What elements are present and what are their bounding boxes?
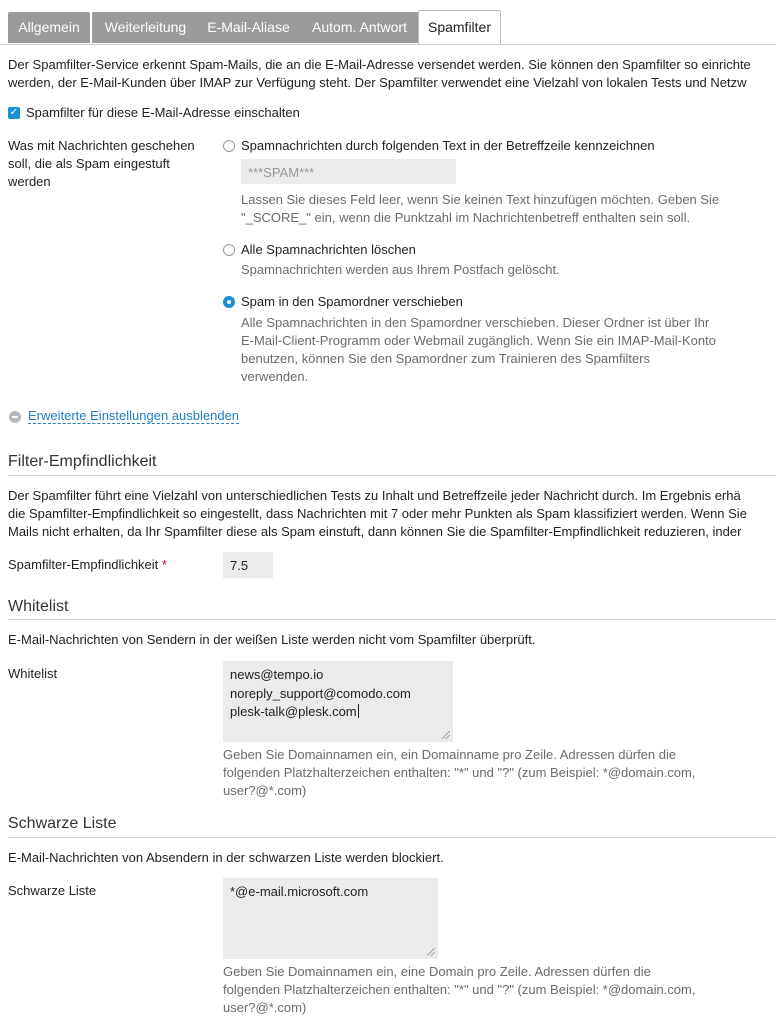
blacklist-hint-line-1: Geben Sie Domainnamen ein, eine Domain pro Zeile. Adressen dürfen die	[223, 964, 651, 979]
tab-divider	[0, 44, 776, 45]
tab-autom-antwort[interactable]: Autom. Antwort	[298, 12, 421, 43]
sensitivity-desc-line-2: die Spamfilter-Empfindlichkeit so eingestellt, dass Nachrichten mit 7 oder mehr Punkten als Spam klassifiziert werden. Wenn Sie	[8, 506, 747, 521]
sensitivity-label-text: Spamfilter-Empfindlichkeit	[8, 557, 159, 572]
move-hint-line-1: Alle Spamnachrichten in den Spamordner verschieben. Dieser Ordner ist über Ihr	[241, 315, 710, 330]
whitelist-field-label: Whitelist	[8, 666, 58, 681]
required-marker: *	[161, 557, 167, 572]
blacklist-field-label: Schwarze Liste	[8, 883, 97, 898]
radio-delete-spam-label: Alle Spamnachrichten löschen	[241, 242, 416, 257]
intro-line-1: Der Spamfilter-Service erkennt Spam-Mails, die an die E-Mail-Adresse versendet werden. Sie können den Spamfilter so einrichte	[8, 57, 751, 72]
sensitivity-section-title: Filter-Empfindlichkeit	[8, 453, 157, 470]
tab-spamfilter[interactable]: Spamfilter	[418, 10, 501, 45]
mark-hint-line-2: "_SCORE_" ein, wenn die Punktzahl im Nachrichtenbetreff enthalten sein soll.	[241, 210, 691, 225]
action-label-line-2: soll, die als Spam eingestuft	[8, 156, 170, 171]
tab-weiterleitung[interactable]: Weiterleitung	[92, 12, 199, 43]
move-hint-line-2: E-Mail-Client-Programm oder Webmail zugänglich. Wenn Sie ein IMAP-Mail-Konto	[241, 333, 716, 348]
whitelist-hint-line-3: user?@*.com)	[223, 783, 307, 798]
resize-handle-icon[interactable]	[442, 731, 450, 739]
tab-allgemein[interactable]: Allgemein	[8, 12, 90, 43]
spam-subject-placeholder: ***SPAM***	[248, 165, 315, 180]
whitelist-section-title: Whitelist	[8, 598, 69, 615]
sensitivity-value: 7.5	[230, 558, 249, 573]
blacklist-desc: E-Mail-Nachrichten von Absendern in der schwarzen Liste werden blockiert.	[8, 850, 444, 865]
delete-hint: Spamnachrichten werden aus Ihrem Postfach gelöscht.	[241, 262, 560, 277]
whitelist-hint-line-2: folgenden Platzhalterzeichen enthalten: "*" und "?" (zum Beispiel: *@domain.com,	[223, 765, 696, 780]
blacklist-entry: *@e-mail.microsoft.com	[230, 884, 369, 899]
whitelist-entry: plesk-talk@plesk.com	[230, 704, 357, 719]
move-hint-line-4: verwenden.	[241, 369, 309, 384]
whitelist-hint-line-1: Geben Sie Domainnamen ein, ein Domainname pro Zeile. Adressen dürfen die	[223, 747, 677, 762]
check-icon: ✓	[9, 107, 19, 118]
advanced-settings-link-text: Erweiterte Einstellungen ausblenden	[28, 408, 240, 423]
whitelist-entry-last	[230, 703, 411, 722]
action-label-line-3: werden	[8, 174, 51, 189]
sensitivity-desc-line-1: Der Spamfilter führt eine Vielzahl von unterschiedlichen Tests zu Inhalt und Betreffzeile jeder Nachricht durch. Im Ergebnis erhä	[8, 488, 741, 503]
intro-line-2: werden, der E-Mail-Kunden über IMAP zur Verfügung steht. Der Spamfilter verwendet eine Vielzahl von lokalen Tests und Netzw	[8, 75, 747, 90]
whitelist-textarea[interactable]	[223, 661, 453, 742]
whitelist-desc: E-Mail-Nachrichten von Sendern in der weißen Liste werden nicht vom Spamfilter überprüft.	[8, 632, 536, 647]
spam-subject-text-input[interactable]	[241, 159, 456, 184]
action-label-line-1: Was mit Nachrichten geschehen	[8, 138, 195, 153]
sensitivity-divider	[8, 475, 776, 476]
enable-spamfilter-label: Spamfilter für diese E-Mail-Adresse einschalten	[26, 105, 300, 120]
mark-hint-line-1: Lassen Sie dieses Feld leer, wenn Sie keinen Text hinzufügen möchten. Geben Sie	[241, 192, 720, 207]
whitelist-entry: noreply_support@comodo.com	[230, 685, 411, 701]
radio-mark-subject[interactable]	[223, 140, 235, 152]
blacklist-divider	[8, 837, 776, 838]
blacklist-hint-line-2: folgenden Platzhalterzeichen enthalten: "*" und "?" (zum Beispiel: *@domain.com,	[223, 982, 696, 997]
sensitivity-field-label	[8, 556, 167, 574]
sensitivity-desc-line-3: Mails nicht erhalten, da Ihr Spamfilter diese als Spam einstuft, dann können Sie die Spamfilter-Empfindlichkeit reduzieren, inder	[8, 524, 742, 539]
whitelist-divider	[8, 619, 776, 620]
blacklist-hint-line-3: user?@*.com)	[223, 1000, 307, 1015]
blacklist-section-title: Schwarze Liste	[8, 815, 117, 832]
minus-circle-icon[interactable]	[9, 411, 21, 423]
advanced-settings-toggle-link[interactable]	[28, 408, 239, 424]
whitelist-entry: news@tempo.io	[230, 667, 324, 682]
tab-email-aliase[interactable]: E-Mail-Aliase	[197, 12, 300, 43]
sensitivity-input[interactable]	[223, 552, 273, 578]
radio-delete-spam[interactable]	[223, 244, 235, 256]
enable-spamfilter-checkbox[interactable]	[8, 107, 20, 119]
move-hint-line-3: benutzen, können Sie den Spamordner zum Trainieren des Spamfilters	[241, 351, 651, 366]
resize-handle-icon[interactable]	[427, 948, 435, 956]
radio-move-to-spamfolder[interactable]	[223, 296, 235, 308]
radio-mark-subject-label: Spamnachrichten durch folgenden Text in der Betreffzeile kennzeichnen	[241, 138, 655, 153]
text-cursor	[358, 704, 359, 718]
blacklist-textarea[interactable]	[223, 878, 438, 959]
radio-move-to-spamfolder-label: Spam in den Spamordner verschieben	[241, 294, 463, 309]
